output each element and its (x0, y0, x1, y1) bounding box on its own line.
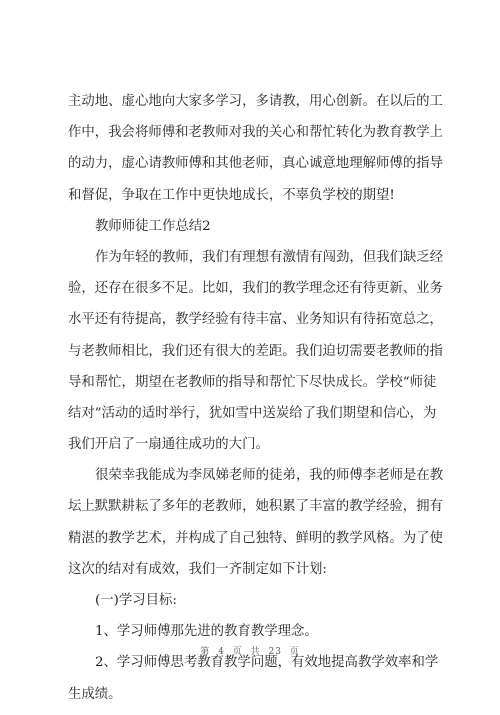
text-line: 导和帮忙，期望在老教师的指导和帮忙下尽快成长。学校“师徒 (68, 374, 437, 390)
text-line: 的动力，虚心请教师傅和其他老师，真心诚意地理解师傅的指导 (68, 156, 443, 172)
footer-page-word: 页 (232, 647, 243, 657)
text-line: 作为年轻的教师，我们有理想有激情有闯劲，但我们缺乏经 (95, 249, 444, 265)
document-body (68, 91, 444, 715)
footer-total-pages: 23 (268, 647, 282, 657)
text-line: 水平还有待提高，教学经验有待丰富、业务知识有待拓宽总之， (68, 312, 443, 328)
text-line: (一)学习目标: (95, 593, 177, 608)
text-line: 作中，我会将师傅和老教师对我的关心和帮忙转化为教育教学上 (68, 125, 443, 141)
text-line: 教师师徒工作总结2 (95, 218, 211, 234)
footer-suffix: 页 (289, 647, 300, 657)
text-line: 精湛的教学艺术，并构成了自己独特、鲜明的教学风格。为了使 (68, 530, 443, 546)
text-line: 1、学习师傅那先进的教育教学理念。 (95, 624, 318, 640)
footer-total-word: 共 (250, 647, 261, 657)
text-line: 坛上默默耕耘了多年的老教师，她积累了丰富的教学经验，拥有 (68, 499, 443, 515)
text-line: 很荣幸我能成为李凤娣老师的徒弟，我的师傅李老师是在教 (95, 468, 444, 484)
text-line: 验，还存在很多不足。比如，我们的教学理念还有待更新、业务 (68, 281, 443, 297)
text-line: 结对”活动的适时举行，犹如雪中送炭给了我们期望和信心，为 (68, 405, 437, 421)
text-line: 2、学习师傅思考教育教学问题，有效地提高教学效率和学 (95, 655, 439, 671)
text-line: 主动地、虚心地向大家多学习，多请教，用心创新。在以后的工 (68, 94, 443, 109)
text-line: 我们开启了一扇通往成功的大门。 (68, 437, 269, 453)
page-footer (0, 644, 500, 657)
text-line: 与老教师相比，我们还有很大的差距。我们迫切需要老教师的指 (68, 343, 443, 359)
text-line: 生成绩。 (68, 686, 122, 702)
text-line: 和督促，争取在工作中更快地成长，不辜负学校的期望! (68, 187, 395, 203)
text-line: 这次的结对有成效，我们一齐制定如下计划: (68, 561, 327, 577)
footer-current-page: 4 (218, 647, 225, 657)
footer-prefix: 第 (200, 647, 211, 657)
